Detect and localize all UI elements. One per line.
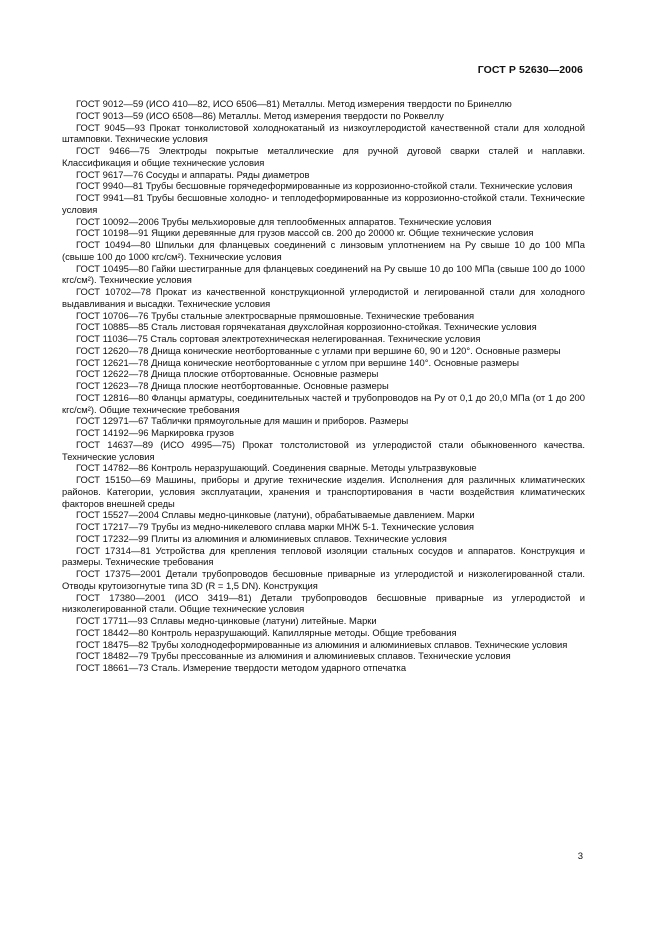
list-item: ГОСТ 17711—93 Сплавы медно-цинковые (латуни) литейные. Марки [76,615,377,626]
list-item: ГОСТ 14782—86 Контроль неразрушающий. Соединения сварные. Методы ультразвуковые [76,462,477,474]
list-item: ГОСТ 17380—2001 (ИСО 3419—81) Детали трубопроводов бесшовные приварные из углеродистой и низколегированной стали. Общие технические условия [62,591,585,615]
list-item: ГОСТ 9466—75 Электроды покрытые металлические для ручной дуговой сварки сталей и наплавки. Классификация и общие технические условия [62,145,585,168]
standards-list [62,98,585,674]
list-item: ГОСТ 9045—93 Прокат тонколистовой холоднокатаный из низкоуглеродистой качественной стали для холодной штамповки. Технические условия [62,121,585,145]
list-item: ГОСТ 10706—76 Трубы стальные электросварные прямошовные. Технические требования [76,309,475,321]
list-item: ГОСТ 12623—78 Днища плоские неотбортованные. Основные размеры [76,380,389,391]
list-item: ГОСТ 15150—69 Машины, приборы и другие технические изделия. Исполнения для различных климатических районов. Категории, условия эксплуатации, хранения и транспортирования в части воздействия климатических факторов внешней среды [62,474,585,509]
list-item: ГОСТ 14637—89 (ИСО 4995—75) Прокат толстолистовой из углеродистой стали обыкновенного качества. Технические условия [62,438,585,462]
list-item: ГОСТ 9012—59 (ИСО 410—82, ИСО 6506—81) Металлы. Метод измерения твердости по Бринеллю [76,98,512,109]
list-item: ГОСТ 12971—67 Таблички прямоугольные для машин и приборов. Размеры [76,415,409,427]
list-item: ГОСТ 17217—79 Трубы из медно-никелевого сплава марки МНЖ 5-1. Технические условия [76,521,474,532]
list-item: ГОСТ 17314—81 Устройства для крепления тепловой изоляции стальных сосудов и аппаратов. Конструкция и размеры. Технические требования [62,544,585,568]
list-item: ГОСТ 10495—80 Гайки шестигранные для фланцевых соединений на Pу свыше 10 до 100 МПа (свыше 100 до 1000 кгс/см²). Технические условия [62,262,585,286]
list-item: ГОСТ 9013—59 (ИСО 6508—86) Металлы. Метод измерения твердости по Роквеллу [76,109,444,121]
list-item: ГОСТ 17232—99 Плиты из алюминия и алюминиевых сплавов. Технические условия [76,532,447,544]
list-item: ГОСТ 18475—82 Трубы холоднодеформированные из алюминия и алюминиевых сплавов. Технические условия [76,638,568,650]
list-item: ГОСТ 9941—81 Трубы бесшовные холодно- и теплодеформированные из коррозионно-стойкой стали. Технические условия [62,192,585,215]
list-item: ГОСТ 18442—80 Контроль неразрушающий. Капиллярные методы. Общие требования [76,626,457,638]
list-item: ГОСТ 9940—81 Трубы бесшовные горячедеформированные из коррозионно-стойкой стали. Технические условия [76,180,573,192]
list-item: ГОСТ 12621—78 Днища конические неотбортованные с углом при вершине 140°. Основные размеры [76,356,520,368]
list-item: ГОСТ 10494—80 Шпильки для фланцевых соединений с линзовым уплотнением на Pу свыше 10 до 100 МПа (свыше 100 до 1000 кгс/см²). Технические условия [62,239,585,262]
list-item: ГОСТ 18661—73 Сталь. Измерение твердости методом ударного отпечатка [76,662,407,673]
list-item: ГОСТ 12620—78 Днища конические неотбортованные с углами при вершине 60, 90 и 120°. Основные размеры [76,344,561,356]
list-item: ГОСТ 10702—78 Прокат из качественной конструкционной углеродистой и легированной стали для холодного выдавливания и высадки. Технические условия [62,286,585,309]
list-item: ГОСТ 12622—78 Днища плоские отбортованные. Основные размеры [76,368,379,380]
list-item: ГОСТ 10885—85 Сталь листовая горячекатаная двухслойная коррозионно-стойкая. Технические условия [76,321,537,333]
list-item: ГОСТ 10198—91 Ящики деревянные для грузов массой св. 200 до 20000 кг. Общие технические условия [76,227,534,239]
list-item: ГОСТ 10092—2006 Трубы мельхиоровые для теплообменных аппаратов. Технические условия [76,215,492,227]
list-item: ГОСТ 12816—80 Фланцы арматуры, соединительных частей и трубопроводов на Pу от 0,1 до 20,0 МПа (от 1 до 200 кгс/см²). Общие технические требования [62,391,585,415]
list-item: ГОСТ 17375—2001 Детали трубопроводов бесшовные приварные из углеродистой и низколегированной стали. Отводы крутоизогнутые типа 3D (R = 1,5 DN). Конструкция [62,568,585,591]
list-item: ГОСТ 9617—76 Сосуды и аппараты. Ряды диаметров [76,168,310,180]
list-item: ГОСТ 18482—79 Трубы прессованные из алюминия и алюминиевых сплавов. Технические условия [76,650,511,662]
list-item: ГОСТ 11036—75 Сталь сортовая электротехническая нелегированная. Технические условия [76,333,481,344]
list-item: ГОСТ 14192—96 Маркировка грузов [76,427,234,438]
page-number: 3 [577,851,583,862]
document-header: ГОСТ Р 52630—2006 [477,64,583,76]
list-item: ГОСТ 15527—2004 Сплавы медно-цинковые (латуни), обрабатываемые давлением. Марки [76,509,475,521]
